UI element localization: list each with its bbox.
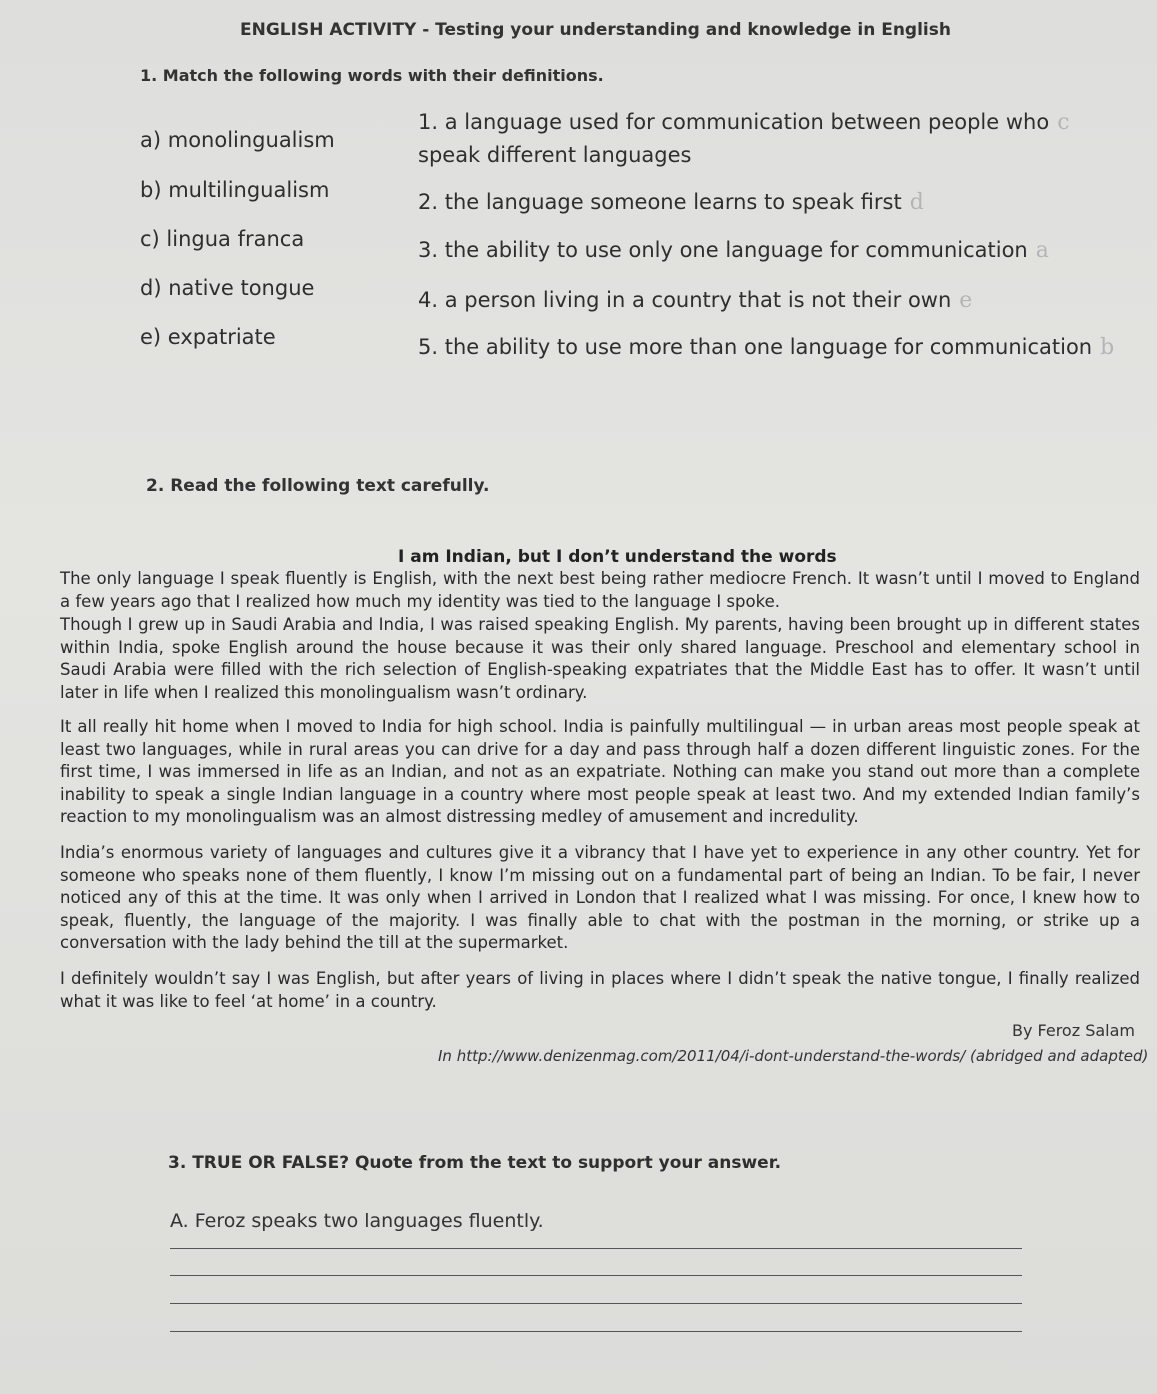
- pencil-answer-4: e: [959, 288, 973, 313]
- article-author: By Feroz Salam: [1012, 1021, 1135, 1040]
- exercise2-instruction: 2. Read the following text carefully.: [146, 476, 490, 496]
- answer-line-2: [170, 1275, 1022, 1276]
- answer-line-4: [170, 1331, 1022, 1332]
- definition-2-text: 2. the language someone learns to speak first: [418, 190, 902, 214]
- true-false-statement-a: A. Feroz speaks two languages fluently.: [170, 1210, 544, 1232]
- pencil-answer-2: d: [909, 190, 924, 215]
- article-paragraph-5: I definitely wouldn’t say I was English, but after years of living in places where I didn’t speak the native tongue, I finally realized what it was like to feel ‘at home’ in a country.: [60, 969, 1140, 1011]
- article-paragraph-2: Though I grew up in Saudi Arabia and India, I was raised speaking English. My parents, having been brought up in different states within India, spoke English around the house because it was their only shared language. Preschool and elementary school in Saudi Arabia were filled with the rich selection of English-speaking expatriates that the Middle East has to offer. It wasn’t until later in life when I realized this monolingualism wasn’t ordinary.: [60, 615, 1140, 702]
- match-word-e: e) expatriate: [140, 325, 276, 349]
- definition-3-text: 3. the ability to use only one language for communication: [418, 238, 1028, 262]
- pencil-answer-3: a: [1035, 238, 1049, 263]
- definition-4-text: 4. a person living in a country that is not their own: [418, 288, 952, 312]
- article-paragraph-1: The only language I speak fluently is English, with the next best being rather mediocre French. It wasn’t until I moved to England a few years ago that I realized how much my identity was tied to the language I spoke.: [60, 569, 1140, 611]
- definition-1-continuation: speak different languages: [418, 143, 692, 167]
- match-definition-2: [418, 190, 924, 215]
- match-definition-5: [418, 335, 1114, 360]
- pencil-answer-1: c: [1057, 110, 1070, 135]
- match-word-b: b) multilingualism: [140, 178, 330, 202]
- article-title: I am Indian, but I don’t understand the words: [398, 547, 837, 567]
- answer-line-1: [170, 1248, 1022, 1249]
- article-source: In http://www.denizenmag.com/2011/04/i-dont-understand-the-words/ (abridged and adapted): [438, 1047, 1149, 1065]
- match-definition-1: [418, 110, 1070, 135]
- exercise1-instruction: 1. Match the following words with their definitions.: [140, 66, 604, 85]
- match-word-c: c) lingua franca: [140, 227, 305, 251]
- definition-1-text: 1. a language used for communication between people who: [418, 110, 1050, 134]
- definition-5-text: 5. the ability to use more than one language for communication: [418, 335, 1093, 359]
- match-word-a: a) monolingualism: [140, 128, 335, 152]
- article-paragraph-3: It all really hit home when I moved to India for high school. India is painfully multilingual — in urban areas most people speak at least two languages, while in rural areas you can drive for a day and pass through half a dozen different linguistic zones. For the first time, I was immersed in life as an Indian, and not as an expatriate. Nothing can make you stand out more than a complete inability to speak a single Indian language in a country where most people speak at least two. And my extended Indian family’s reaction to my monolingualism was an almost distressing medley of amusement and incredulity.: [60, 717, 1140, 827]
- answer-line-3: [170, 1303, 1022, 1304]
- match-definition-4: [418, 288, 972, 313]
- match-definition-3: [418, 238, 1049, 263]
- match-word-d: d) native tongue: [140, 276, 315, 300]
- article-paragraph-4: India’s enormous variety of languages and cultures give it a vibrancy that I have yet to experience in any other country. Yet for someone who speaks none of them fluently, I know I’m missing out on a fundamental part of being an Indian. To be fair, I never noticed any of this at the time. It was only when I arrived in London that I realized what I was missing. For once, I knew how to speak, fluently, the language of the majority. I was finally able to chat with the postman in the morning, or strike up a conversation with the lady behind the till at the supermarket.: [60, 843, 1140, 953]
- worksheet-title: ENGLISH ACTIVITY - Testing your understanding and knowledge in English: [240, 20, 951, 40]
- exercise3-instruction: 3. TRUE OR FALSE? Quote from the text to support your answer.: [168, 1153, 782, 1173]
- pencil-answer-5: b: [1100, 335, 1115, 360]
